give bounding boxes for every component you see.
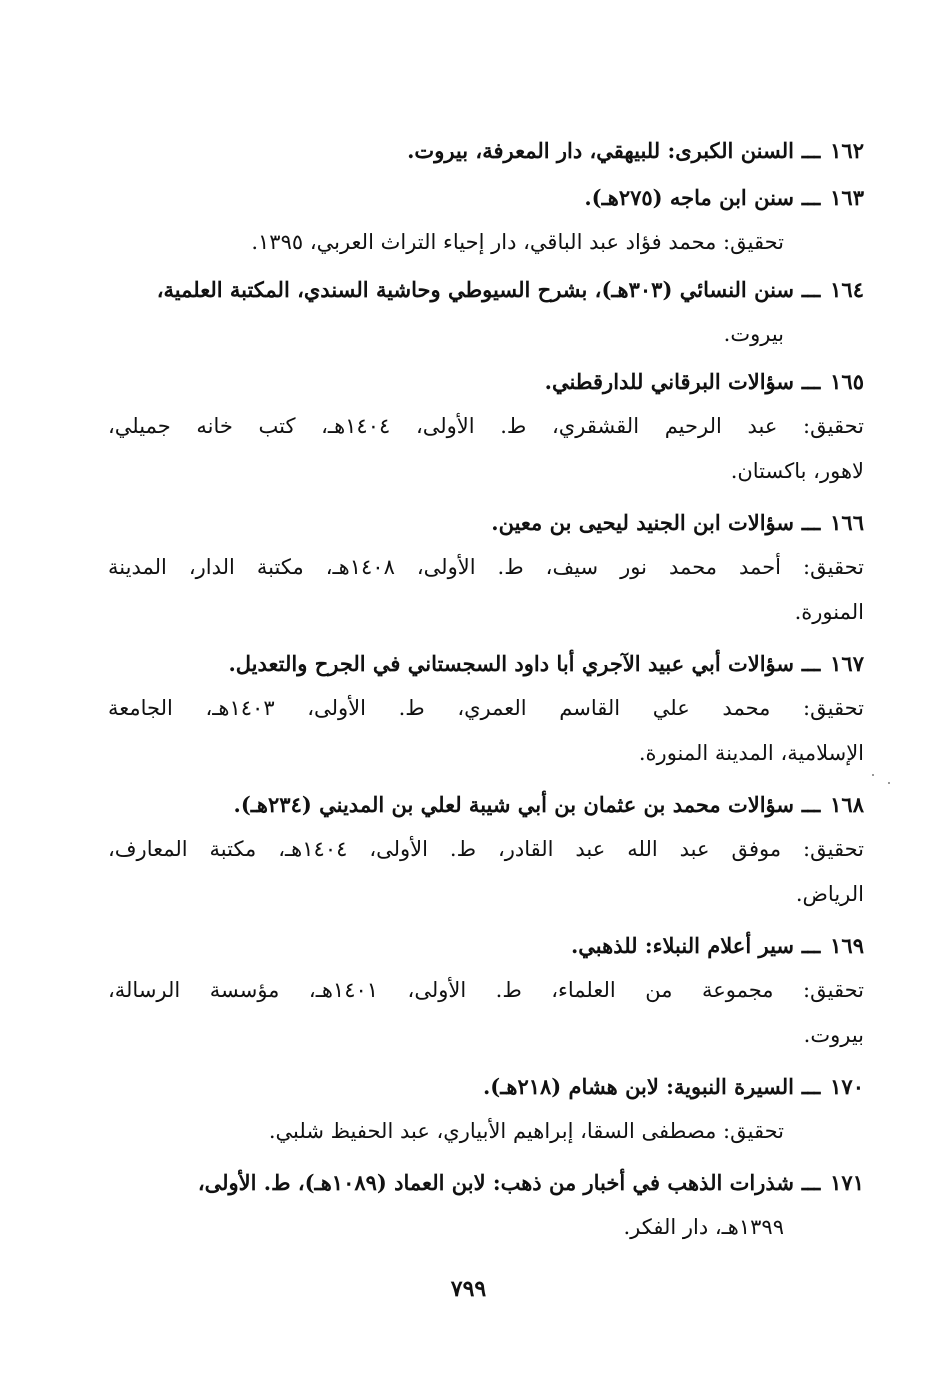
entry-detail-line: الرياض. bbox=[795, 882, 864, 906]
bibliography-entry bbox=[108, 175, 864, 265]
entry-number: ١٦٧ bbox=[830, 651, 864, 676]
entry-detail-line: تحقيق: موفق عبد الله عبد القادر، ط. الأولى، ١٤٠٤هـ، مكتبة المعارف، bbox=[108, 837, 864, 861]
entry-number: ١٦٨ bbox=[830, 792, 864, 817]
entry-detail-line: تحقيق: محمد فؤاد عبد الباقي، دار إحياء التراث العربي، ١٣٩٥. bbox=[251, 230, 784, 254]
entry-title: السيرة النبوية: لابن هشام (٢١٨هـ). bbox=[482, 1074, 794, 1099]
entry-detail-line: تحقيق: عبد الرحيم القشقري، ط. الأولى، ١٤٠٤هـ، كتب خانه جميلي، bbox=[108, 414, 864, 438]
scan-speck bbox=[888, 782, 890, 784]
entry-detail-line: لاهور، باكستان. bbox=[730, 459, 864, 483]
entry-number: ١٦٢ bbox=[830, 138, 864, 163]
bibliography-entry bbox=[108, 782, 864, 917]
entry-detail-line: تحقيق: مجموعة من العلماء، ط. الأولى، ١٤٠١هـ، مؤسسة الرسالة، bbox=[108, 978, 864, 1002]
entry-title: شذرات الذهب في أخبار من ذهب: لابن العماد (١٠٨٩هـ)، ط. الأولى، bbox=[197, 1170, 794, 1195]
bibliography-entry bbox=[108, 267, 864, 357]
entry-detail-line: بيروت. bbox=[723, 322, 784, 346]
entry-detail-line: تحقيق: مصطفى السقا، إبراهيم الأبياري، عبد الحفيظ شلبي. bbox=[268, 1119, 784, 1143]
entry-dash: ـــ bbox=[801, 185, 821, 210]
entry-title: سؤالات ابن الجنيد ليحيى بن معين. bbox=[491, 510, 794, 535]
bibliography-entry bbox=[108, 359, 864, 494]
entry-detail-line: الإسلامية، المدينة المنورة. bbox=[638, 741, 864, 765]
entry-detail-line: بيروت. bbox=[803, 1023, 864, 1047]
entry-title: سنن النسائي (٣٠٣هـ)، بشرح السيوطي وحاشية السندي، المكتبة العلمية، bbox=[156, 277, 794, 302]
entry-title: سير أعلام النبلاء: للذهبي. bbox=[570, 933, 794, 958]
entry-detail-line: المنورة. bbox=[794, 600, 864, 624]
bibliography-entry bbox=[108, 128, 864, 173]
entry-detail-line: تحقيق: أحمد محمد نور سيف، ط. الأولى، ١٤٠٨هـ، مكتبة الدار، المدينة bbox=[108, 555, 864, 579]
entry-number: ١٦٦ bbox=[830, 510, 864, 535]
bibliography-entry bbox=[108, 1160, 864, 1250]
entry-dash: ـــ bbox=[801, 369, 821, 394]
scan-speck bbox=[872, 774, 874, 776]
bibliography-entry bbox=[108, 1064, 864, 1154]
entry-dash: ـــ bbox=[801, 651, 821, 676]
entry-number: ١٧١ bbox=[830, 1170, 864, 1195]
entry-number: ١٦٤ bbox=[830, 277, 864, 302]
entry-number: ١٦٥ bbox=[830, 369, 864, 394]
bibliography-entry bbox=[108, 500, 864, 635]
entry-dash: ـــ bbox=[801, 510, 821, 535]
entry-dash: ـــ bbox=[801, 1170, 821, 1195]
entry-detail-line: تحقيق: محمد علي القاسم العمري، ط. الأولى، ١٤٠٣هـ، الجامعة bbox=[108, 696, 864, 720]
entry-title: سؤالات البرقاني للدارقطني. bbox=[544, 369, 794, 394]
entry-dash: ـــ bbox=[801, 792, 821, 817]
entry-title: السنن الكبرى: للبيهقي، دار المعرفة، بيروت. bbox=[407, 138, 794, 163]
bibliography-entry bbox=[108, 923, 864, 1058]
page-number: ٧٩٩ bbox=[450, 1276, 487, 1302]
bibliography-list bbox=[108, 128, 864, 1250]
bibliography-entry bbox=[108, 641, 864, 776]
entry-title: سؤالات أبي عبيد الآجري أبا داود السجستاني في الجرح والتعديل. bbox=[228, 651, 794, 676]
entry-title: سنن ابن ماجه (٢٧٥هـ). bbox=[584, 185, 794, 210]
entry-number: ١٦٩ bbox=[830, 933, 864, 958]
entry-dash: ـــ bbox=[801, 1074, 821, 1099]
entry-detail-line: ١٣٩٩هـ، دار الفكر. bbox=[623, 1215, 784, 1239]
entry-dash: ـــ bbox=[801, 933, 821, 958]
entry-number: ١٧٠ bbox=[830, 1074, 864, 1099]
entry-dash: ـــ bbox=[801, 138, 821, 163]
entry-number: ١٦٣ bbox=[830, 185, 864, 210]
entry-dash: ـــ bbox=[801, 277, 821, 302]
entry-title: سؤالات محمد بن عثمان بن أبي شيبة لعلي بن المديني (٢٣٤هـ). bbox=[233, 792, 794, 817]
